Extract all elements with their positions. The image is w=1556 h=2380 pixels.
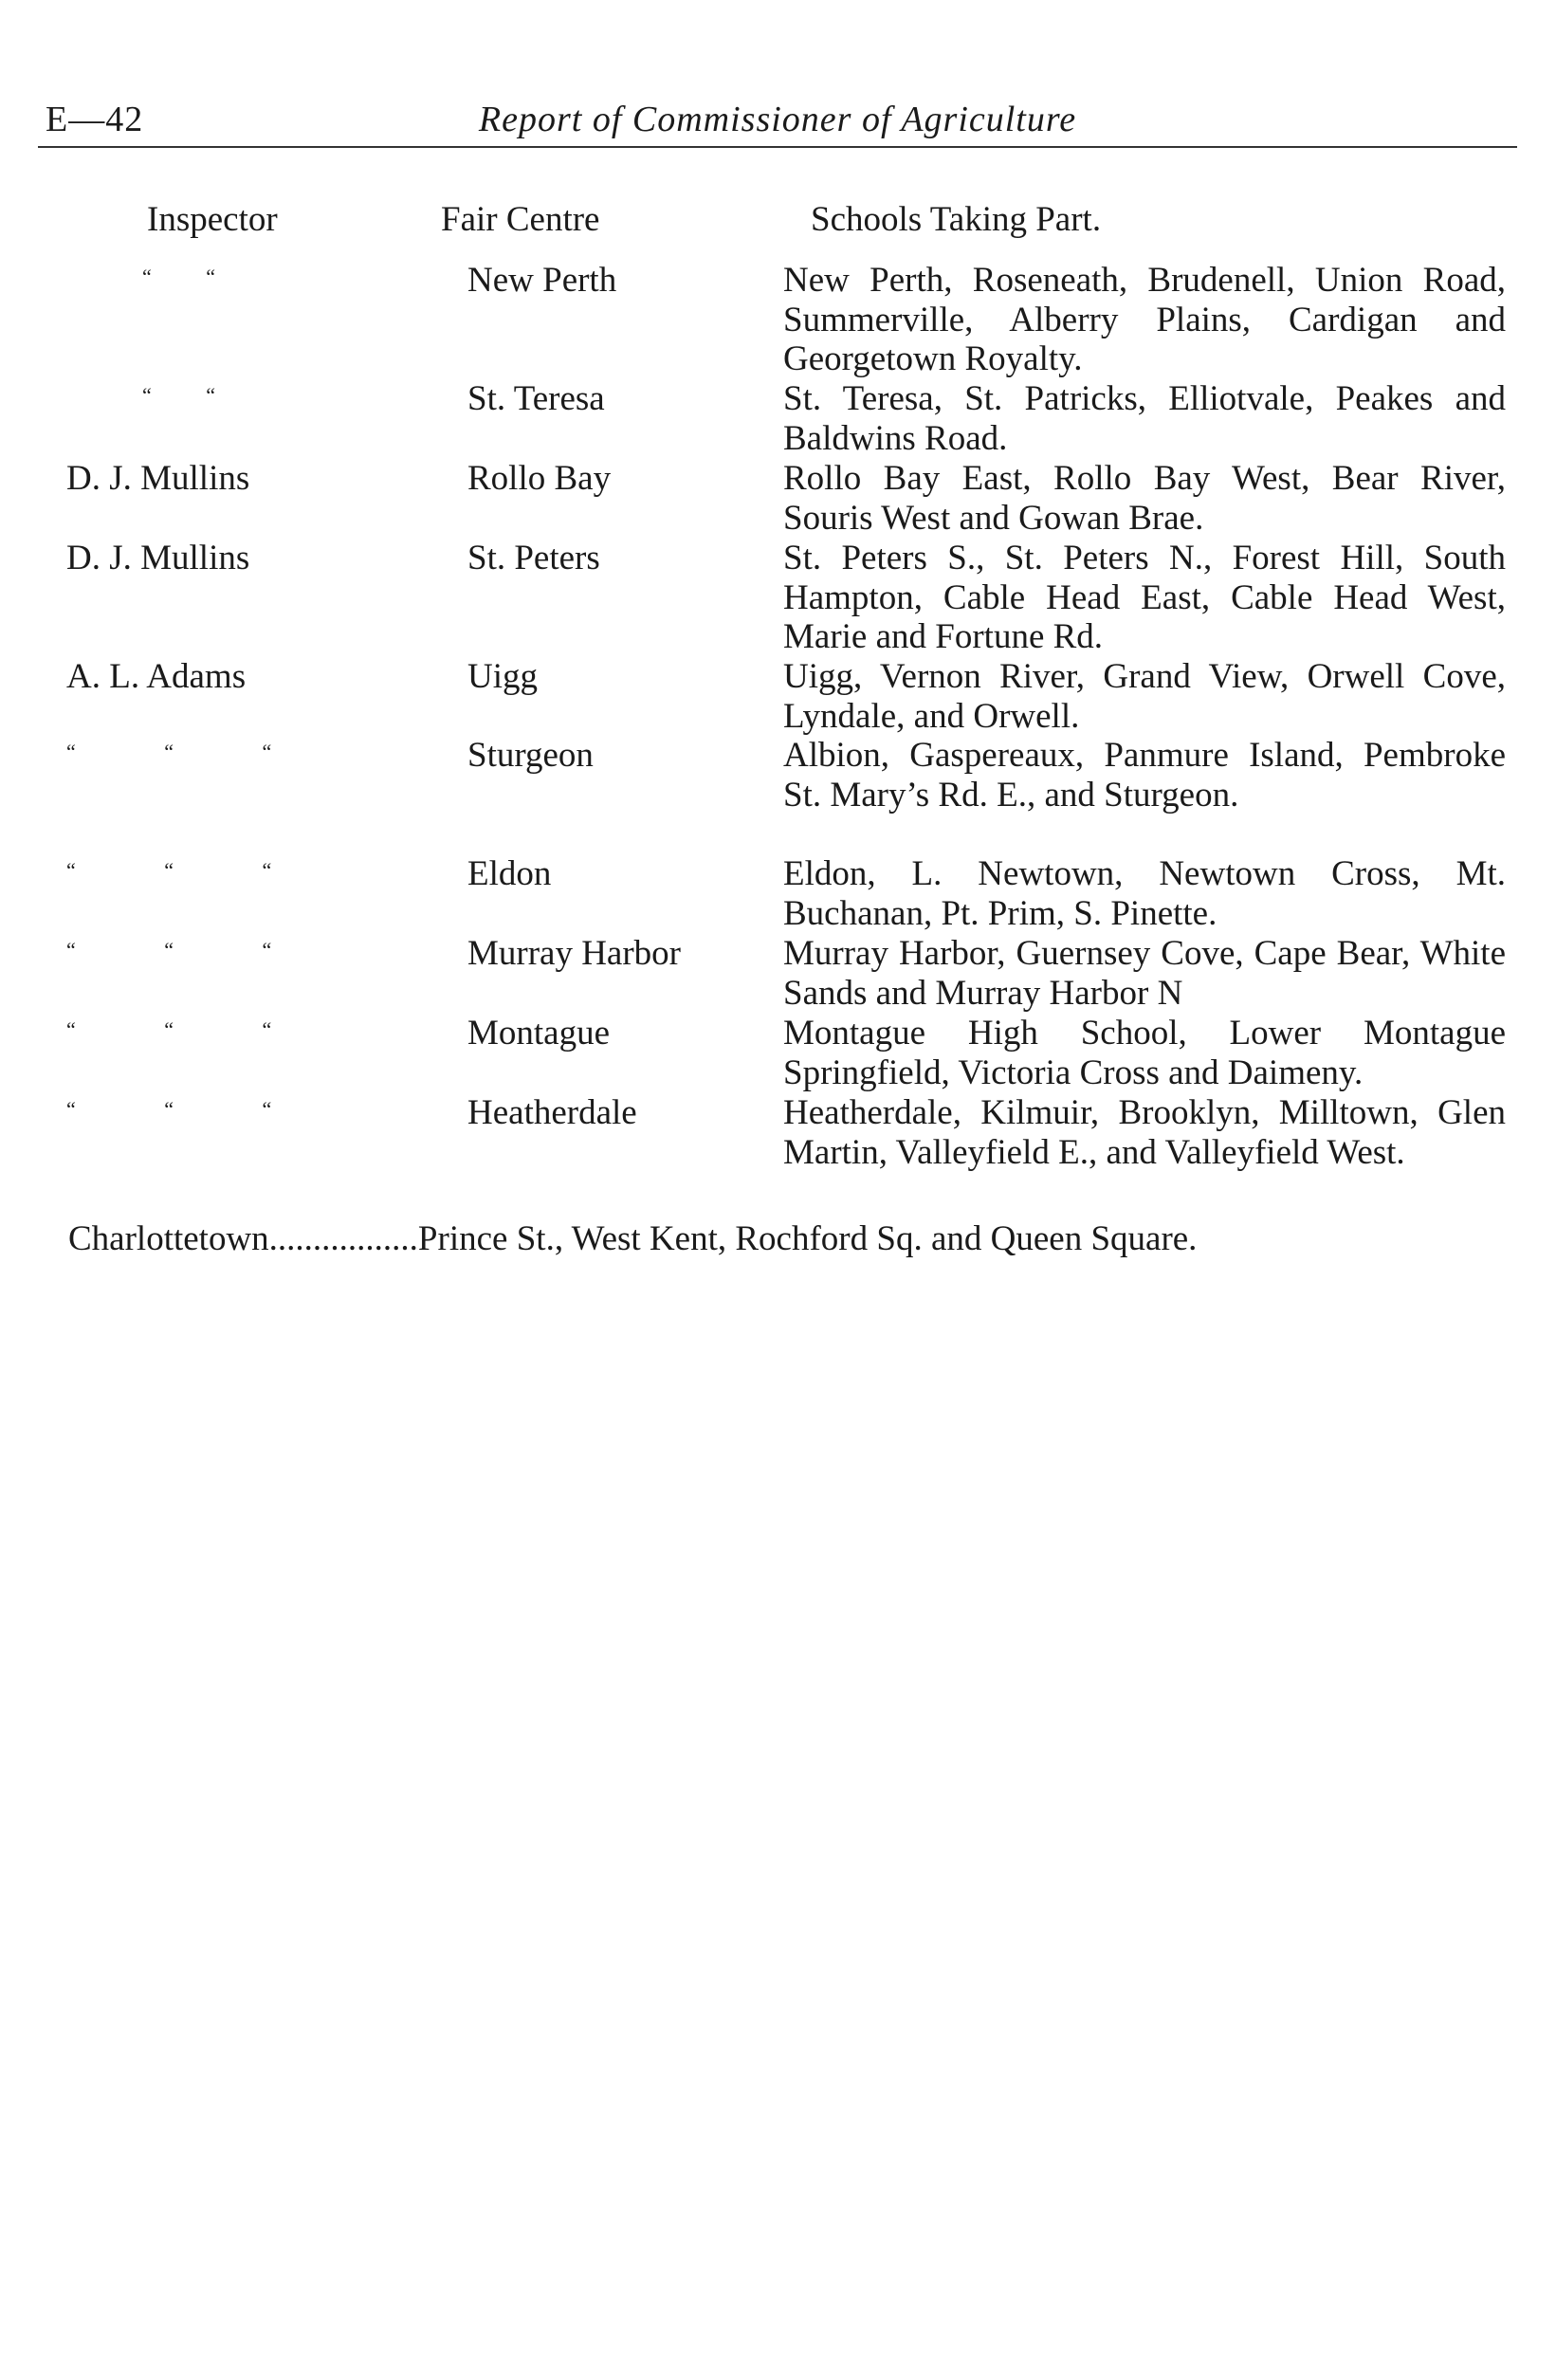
- inspector-ditto: “ “: [142, 265, 241, 288]
- column-header-fair-centre: Fair Centre: [441, 200, 600, 239]
- inspector-name: D. J. Mullins: [66, 539, 250, 577]
- inspector-name: D. J. Mullins: [66, 459, 250, 498]
- schools-list: Rollo Bay East, Rollo Bay West, Bear River, Souris West and Gowan Brae.: [783, 459, 1506, 538]
- inspector-ditto: “ “ “: [66, 938, 314, 961]
- fair-centre: Uigg: [467, 657, 538, 696]
- page-header: [38, 99, 1517, 148]
- page-number: E—42: [46, 100, 144, 139]
- fair-centre: Murray Harbor: [467, 934, 681, 973]
- schools-list: St. Peters S., St. Peters N., Forest Hill, South Hampton, Cable Head East, Cable Head West, Marie and Fortune Rd.: [783, 539, 1506, 656]
- fair-centre: Montague: [467, 1014, 611, 1053]
- fair-centre: New Perth: [467, 261, 617, 300]
- fair-centre: Sturgeon: [467, 736, 594, 775]
- schools-list: Uigg, Vernon River, Grand View, Orwell Cove, Lyndale, and Orwell.: [783, 657, 1506, 736]
- running-title: Report of Commissioner of Agriculture: [478, 100, 1077, 139]
- fair-centre: Rollo Bay: [467, 459, 612, 498]
- schools-list: Eldon, L. Newtown, Newtown Cross, Mt. Buchanan, Pt. Prim, S. Pinette.: [783, 854, 1506, 933]
- schools-list: New Perth, Roseneath, Brudenell, Union Road, Summerville, Alberry Plains, Cardigan and Georgetown Royalty.: [783, 261, 1506, 378]
- schools-list: Albion, Gaspereaux, Panmure Island, Pembroke St. Mary’s Rd. E., and Sturgeon.: [783, 736, 1506, 815]
- fair-centre: Heatherdale: [467, 1093, 637, 1132]
- column-header-inspector: Inspector: [147, 200, 278, 239]
- schools-list: St. Teresa, St. Patricks, Elliotvale, Peakes and Baldwins Road.: [783, 379, 1506, 458]
- inspector-ditto: “ “ “: [66, 858, 314, 882]
- schools-list: Heatherdale, Kilmuir, Brooklyn, Milltown, Glen Martin, Valleyfield E., and Valleyfield West.: [783, 1093, 1506, 1172]
- column-header-schools: Schools Taking Part.: [811, 200, 1102, 239]
- schools-list: Montague High School, Lower Montague Springfield, Victoria Cross and Daimeny.: [783, 1014, 1506, 1092]
- inspector-name: A. L. Adams: [66, 657, 247, 696]
- fair-centre: St. Teresa: [467, 379, 605, 418]
- inspector-ditto: “ “ “: [66, 740, 314, 763]
- fair-centre: Eldon: [467, 854, 552, 893]
- inspector-ditto: “ “ “: [66, 1017, 314, 1041]
- inspector-ditto: “ “: [142, 383, 241, 407]
- charlottetown-row: Charlottetown.................Prince St., West Kent, Rochford Sq. and Queen Square.: [68, 1219, 1198, 1258]
- schools-list: Murray Harbor, Guernsey Cove, Cape Bear, White Sands and Murray Harbor N: [783, 934, 1506, 1013]
- fair-centre: St. Peters: [467, 539, 600, 577]
- inspector-ditto: “ “ “: [66, 1097, 314, 1121]
